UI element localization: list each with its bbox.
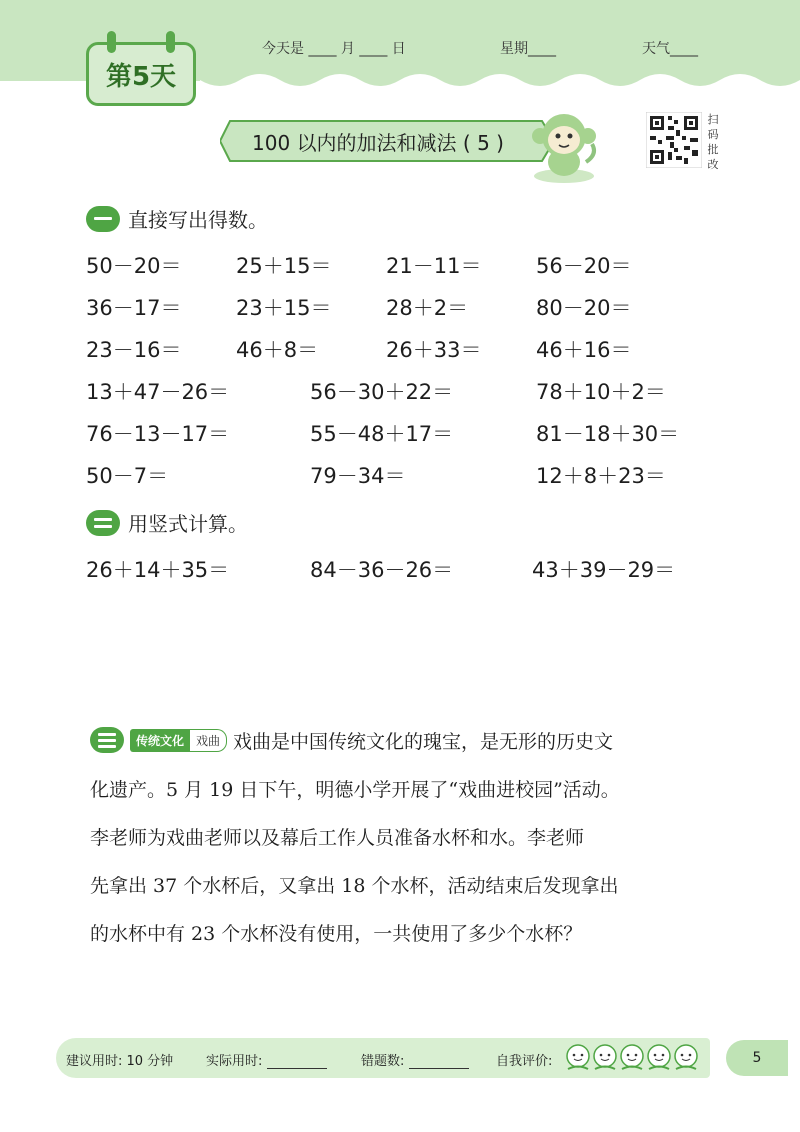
lesson-title: 100 以内的加法和减法 ( 5 ) — [252, 130, 504, 155]
problem-row — [86, 460, 726, 490]
rating-face-icon[interactable] — [594, 1045, 616, 1069]
problem-row — [86, 250, 726, 280]
problem-item: 23－16＝ — [86, 338, 182, 362]
word-problem-line: 李老师为戏曲老师以及幕后工作人员准备水杯和水。李老师 — [90, 826, 585, 849]
problem-item: 23＋15＝ — [236, 296, 332, 320]
monkey-mascot-icon — [528, 106, 600, 186]
rating-face-icon[interactable] — [621, 1045, 643, 1069]
self-eval-label: 自我评价: — [496, 1054, 553, 1069]
problem-item: 80－20＝ — [536, 296, 632, 320]
actual-time-field[interactable] — [267, 1057, 327, 1069]
rating-face-icon[interactable] — [567, 1045, 589, 1069]
problem-item: 81－18＋30＝ — [536, 422, 680, 446]
vertical-calc-row — [86, 554, 726, 584]
calendar-ring-right — [166, 31, 175, 53]
word-problem-line — [90, 716, 730, 764]
rating-face-icon[interactable] — [675, 1045, 697, 1069]
error-count-field[interactable] — [409, 1057, 469, 1069]
section-badge-three-icon — [90, 727, 124, 753]
section-badge-two-icon — [86, 510, 120, 536]
word-problem-line: 先拿出 37 个水杯后，又拿出 18 个水杯，活动结束后发现拿出 — [90, 874, 619, 897]
error-count-label — [361, 1050, 469, 1069]
word-problem-text: 戏曲是中国传统文化的瑰宝，是无形的历史文 — [233, 730, 614, 753]
word-problem-line: 化遗产。5 月 19 日下午，明德小学开展了“戏曲进校园”活动。 — [90, 778, 620, 801]
word-problem — [90, 716, 730, 956]
date-field[interactable]: 今天是 ____ 月 ____ 日 — [262, 41, 406, 57]
culture-tag: 传统文化 — [130, 729, 190, 752]
problem-item: 50－20＝ — [86, 254, 182, 278]
header-band — [0, 0, 800, 105]
problem-item: 46＋16＝ — [536, 338, 632, 362]
problem-item: 76－13－17＝ — [86, 422, 230, 446]
opera-tag: 戏曲 — [190, 729, 227, 752]
problem-item: 12＋8＋23＝ — [536, 464, 666, 488]
section-2-header — [86, 508, 248, 537]
day-badge — [86, 42, 196, 106]
actual-time-label — [206, 1050, 327, 1069]
suggested-time: 建议用时: 10 分钟 — [66, 1054, 174, 1069]
rating-face-icon[interactable] — [648, 1045, 670, 1069]
error-count-text: 错题数: — [361, 1054, 405, 1069]
problem-row — [86, 418, 726, 448]
lesson-title-banner — [220, 118, 558, 164]
weather-field[interactable]: 天气____ — [642, 41, 698, 57]
problem-item: 21－11＝ — [386, 254, 482, 278]
qr-code-icon[interactable] — [646, 112, 702, 168]
scan-to-grade-label: 扫码批改 — [707, 113, 719, 171]
day-label: 第5天 — [105, 61, 177, 92]
problem-item: 55－48＋17＝ — [310, 422, 454, 446]
section-badge-one-icon — [86, 206, 120, 232]
vertical-calc-item: 43＋39－29＝ — [532, 558, 676, 582]
section-1-header — [86, 204, 268, 233]
calendar-ring-left — [107, 31, 116, 53]
problem-row — [86, 376, 726, 406]
weekday-field[interactable]: 星期____ — [500, 41, 556, 57]
problem-item: 36－17＝ — [86, 296, 182, 320]
problem-item: 26＋33＝ — [386, 338, 482, 362]
problem-item: 46＋8＝ — [236, 338, 319, 362]
problem-item: 50－7＝ — [86, 464, 169, 488]
problem-item: 28＋2＝ — [386, 296, 469, 320]
section-1-title: 直接写出得数。 — [128, 208, 268, 232]
page-number: 5 — [726, 1040, 788, 1076]
problem-item: 79－34＝ — [310, 464, 406, 488]
problem-row — [86, 292, 726, 322]
footer-bar — [56, 1038, 710, 1078]
section-2-title: 用竖式计算。 — [128, 512, 248, 536]
problem-item: 25＋15＝ — [236, 254, 332, 278]
problem-item: 56－30＋22＝ — [310, 380, 454, 404]
vertical-calc-item: 26＋14＋35＝ — [86, 558, 230, 582]
problem-item: 56－20＝ — [536, 254, 632, 278]
problem-item: 13＋47－26＝ — [86, 380, 230, 404]
rating-faces — [564, 1042, 702, 1074]
problem-item: 78＋10＋2＝ — [536, 380, 666, 404]
vertical-calc-item: 84－36－26＝ — [310, 558, 454, 582]
word-problem-line: 的水杯中有 23 个水杯没有使用，一共使用了多少个水杯？ — [90, 922, 583, 945]
problem-row — [86, 334, 726, 364]
actual-time-text: 实际用时: — [206, 1054, 263, 1069]
